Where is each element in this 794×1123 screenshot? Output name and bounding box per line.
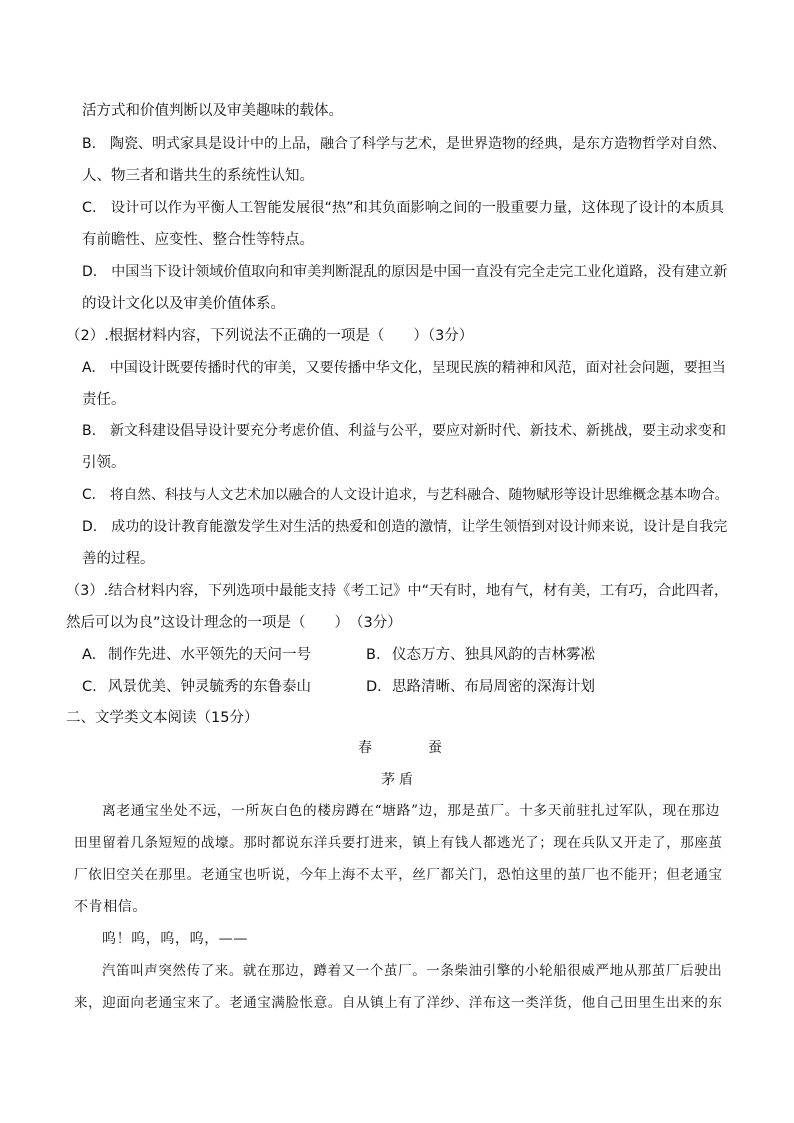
q3-option-b	[366, 645, 595, 665]
q3-option-c-text: 风景优美、钟灵毓秀的东鲁泰山	[108, 679, 311, 695]
q1-option-b-line2: 人、物三者和谐共生的系统性认知。	[82, 168, 314, 184]
story-author: 茅盾	[381, 772, 417, 788]
q2-option-c-line1: C. 将自然、科技与人文艺术加以融合的人文设计追求，与艺科融合、随物赋形等设计思维概念基本吻合。	[82, 487, 729, 503]
story-title-char2: 蚕	[428, 740, 442, 756]
story-p3-line1: 汽笛叫声突然传了来。就在那边，蹲着又一个茧厂。一条柴油引擎的小轮船很威严地从那茧厂后驶出	[102, 963, 723, 979]
q3-option-a	[82, 645, 311, 665]
q3-option-b-label: B.	[366, 647, 381, 663]
section-heading: 二、文学类文本阅读（15分）	[66, 710, 259, 726]
q2-option-a-line2: 责任。	[82, 392, 126, 408]
q3-option-c	[82, 677, 311, 697]
story-p1-line4: 不肯相信。	[74, 899, 147, 915]
q2-option-d-line1: D. 成功的设计教育能激发学生对生活的热爱和创造的激情，让学生领悟到对设计师来说，设计是自我完	[82, 519, 728, 535]
q3-stem-line2: 然后可以为良”这设计理念的一项是（ ） （3分）	[66, 615, 402, 631]
q3-option-d	[366, 677, 595, 697]
q2-option-b-line1: B. 新文科建设倡导设计要充分考虑价值、利益与公平，要应对新时代、新技术、新挑战，要主动求变和	[82, 423, 727, 439]
q3-option-d-label: D.	[366, 679, 382, 695]
q3-option-a-text: 制作先进、水平领先的天问一号	[108, 647, 311, 663]
q3-option-a-label: A.	[82, 647, 97, 663]
story-p1-line1: 离老通宝坐处不远，一所灰白色的楼房蹲在“塘路”边，那是茧厂。十多天前驻扎过军队，现在那边	[102, 803, 720, 819]
q1-option-c-line1: C. 设计可以作为平衡人工智能发展很“热”和其负面影响之间的一股重要力量，这体现了设计的本质具	[82, 200, 724, 216]
q2-option-b-line2: 引领。	[82, 455, 126, 471]
q1-continuation-line: 活方式和价值判断以及审美趣味的载体。	[82, 103, 343, 119]
q1-option-b-line1: B. 陶瓷、明式家具是设计中的上品，融合了科学与艺术，是世界造物的经典，是东方造物哲学对自然、	[82, 136, 727, 152]
q1-option-d-line2: 的设计文化以及审美价值体系。	[82, 296, 285, 312]
q3-option-c-label: C.	[82, 679, 97, 695]
story-p1-line2: 田里留着几条短短的战壕。那时都说东洋兵要打进来，镇上有钱人都逃光了；现在兵队又开走了，那座茧	[74, 835, 723, 851]
q3-option-b-text: 仪态万方、独具风韵的吉林雾凇	[392, 647, 595, 663]
story-p2-line1: 呜！呜，呜，呜，——	[102, 931, 248, 947]
story-p3-line2: 来，迎面向老通宝来了。老通宝满脸怅意。自从镇上有了洋纱、洋布这一类洋货，他自己田里生出来的东	[74, 995, 723, 1011]
q2-option-a-line1: A. 中国设计既要传播时代的审美，又要传播中华文化，呈现民族的精神和风范，面对社会问题，要担当	[82, 360, 726, 376]
story-p1-line3: 厂依旧空关在那里。老通宝也听说，今年上海不太平，丝厂都关门，恐怕这里的茧厂也不能开；但老通宝	[74, 867, 723, 883]
story-title-char1: 春	[358, 740, 372, 756]
q3-stem-line1: （3）.结合材料内容，下列选项中最能支持《考工记》中“天有时，地有气，材有美，工有巧，合此四者，	[66, 583, 729, 599]
q2-stem: （2）.根据材料内容，下列说法不正确的一项是（ ）（3分）	[66, 328, 474, 344]
q1-option-c-line2: 有前瞻性、应变性、整合性等特点。	[82, 232, 314, 248]
q2-option-d-line2: 善的过程。	[82, 551, 155, 567]
q3-option-d-text: 思路清晰、布局周密的深海计划	[392, 679, 595, 695]
q1-option-d-line1: D. 中国当下设计领域价值取向和审美判断混乱的原因是中国一直没有完全走完工业化道路，没有建立新	[82, 264, 728, 280]
